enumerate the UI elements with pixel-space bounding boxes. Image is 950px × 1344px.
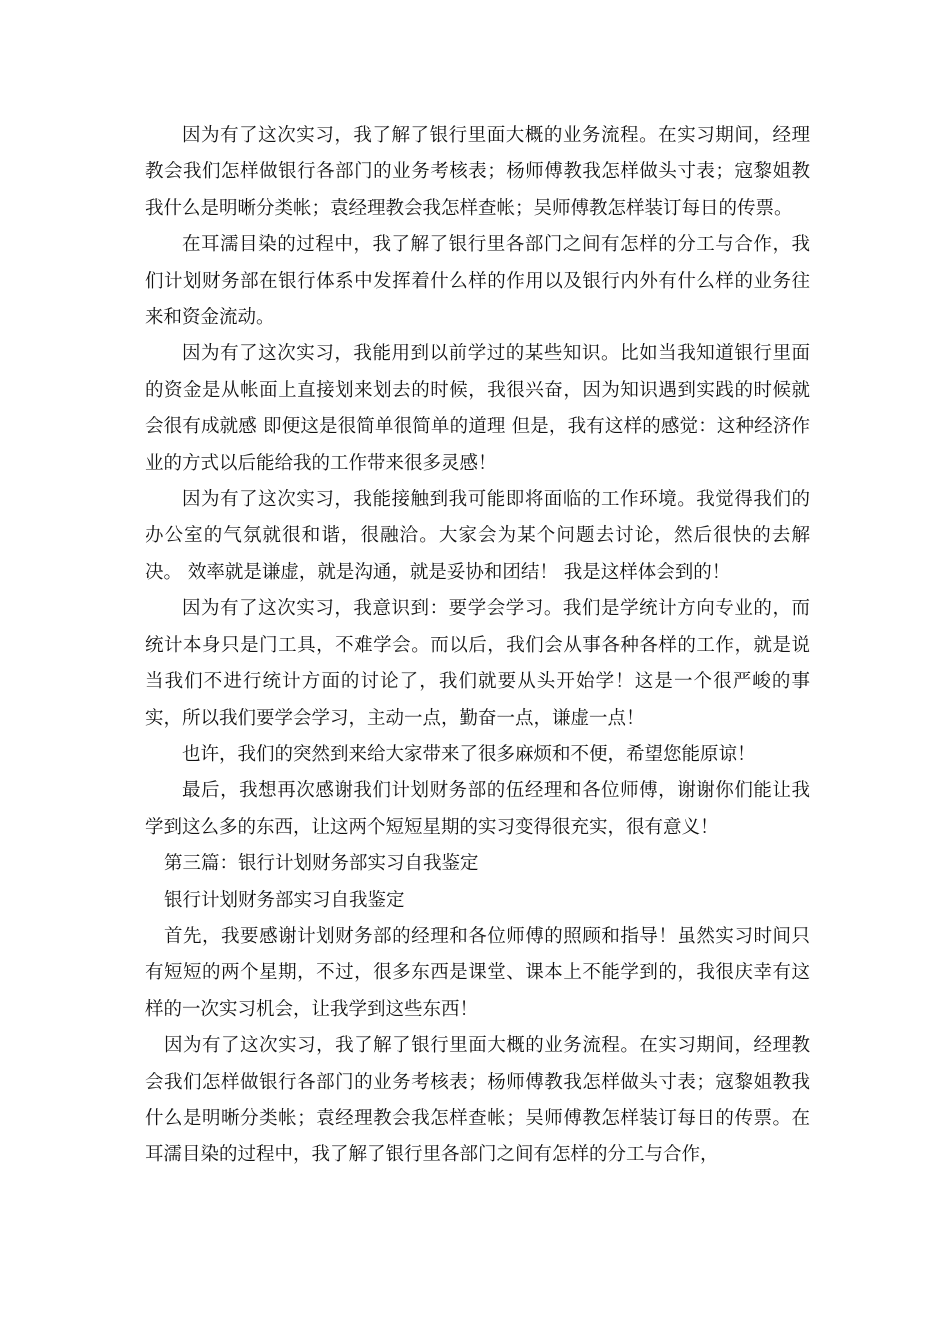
paragraph-7: 最后，我想再次感谢我们计划财务部的伍经理和各位师傅，谢谢你们能让我学到这么多的东西，让这两个短短星期的实习变得很充实，很有意义！ [145, 780, 810, 838]
paragraph-3: 因为有了这次实习，我能用到以前学过的某些知识。比如当我知道银行里面的资金是从帐面上直接划来划去的时候，我很兴奋，因为知识遇到实践的时候就会很有成就感 即便这是很简单很简单的道理 但是，我有这样的感觉：这种经济作业的方式以后能给我的工作带来很多灵感！ [145, 343, 810, 474]
paragraph-2: 在耳濡目染的过程中，我了解了银行里各部门之间有怎样的分工与合作，我们计划财务部在银行体系中发挥着什么样的作用以及银行内外有什么样的业务往来和资金流动。 [145, 234, 810, 329]
paragraph-9: 因为有了这次实习，我了解了银行里面大概的业务流程。在实习期间，经理教会我们怎样做银行各部门的业务考核表；杨师傅教我怎样做头寸表；寇黎姐教我什么是明晰分类帐；袁经理教会我怎样查帐；吴师傅教怎样装订每日的传票。在耳濡目染的过程中，我了解了银行里各部门之间有怎样的分工与合作， [145, 1035, 810, 1166]
paragraph-8: 首先，我要感谢计划财务部的经理和各位师傅的照顾和指导！虽然实习时间只有短短的两个星期，不过，很多东西是课堂、课本上不能学到的，我很庆幸有这样的一次实习机会，让我学到这些东西！ [145, 925, 810, 1020]
paragraph-4: 因为有了这次实习，我能接触到我可能即将面临的工作环境。我觉得我们的办公室的气氛就很和谐，很融洽。大家会为某个问题去讨论，然后很快的去解决。 效率就是谦虚，就是沟通，就是妥协和团结！ 我是这样体会到的！ [145, 489, 810, 583]
section-subtitle: 银行计划财务部实习自我鉴定 [164, 889, 405, 911]
document-body [145, 118, 810, 1174]
paragraph-1: 因为有了这次实习，我了解了银行里面大概的业务流程。在实习期间，经理教会我们怎样做银行各部门的业务考核表；杨师傅教我怎样做头寸表；寇黎姐教我什么是明晰分类帐；袁经理教会我怎样查帐；吴师傅教怎样装订每日的传票。 [145, 125, 810, 219]
section-heading: 第三篇：银行计划财务部实习自我鉴定 [164, 853, 479, 875]
paragraph-5: 因为有了这次实习，我意识到：要学会学习。我们是学统计方向专业的，而统计本身只是门工具，不难学会。而以后，我们会从事各种各样的工作，就是说当我们不进行统计方面的讨论了，我们就要从头开始学！这是一个很严峻的事实，所以我们要学会学习，主动一点，勤奋一点，谦虚一点！ [145, 598, 810, 729]
paragraph-6: 也许，我们的突然到来给大家带来了很多麻烦和不便，希望您能原谅！ [182, 743, 756, 765]
